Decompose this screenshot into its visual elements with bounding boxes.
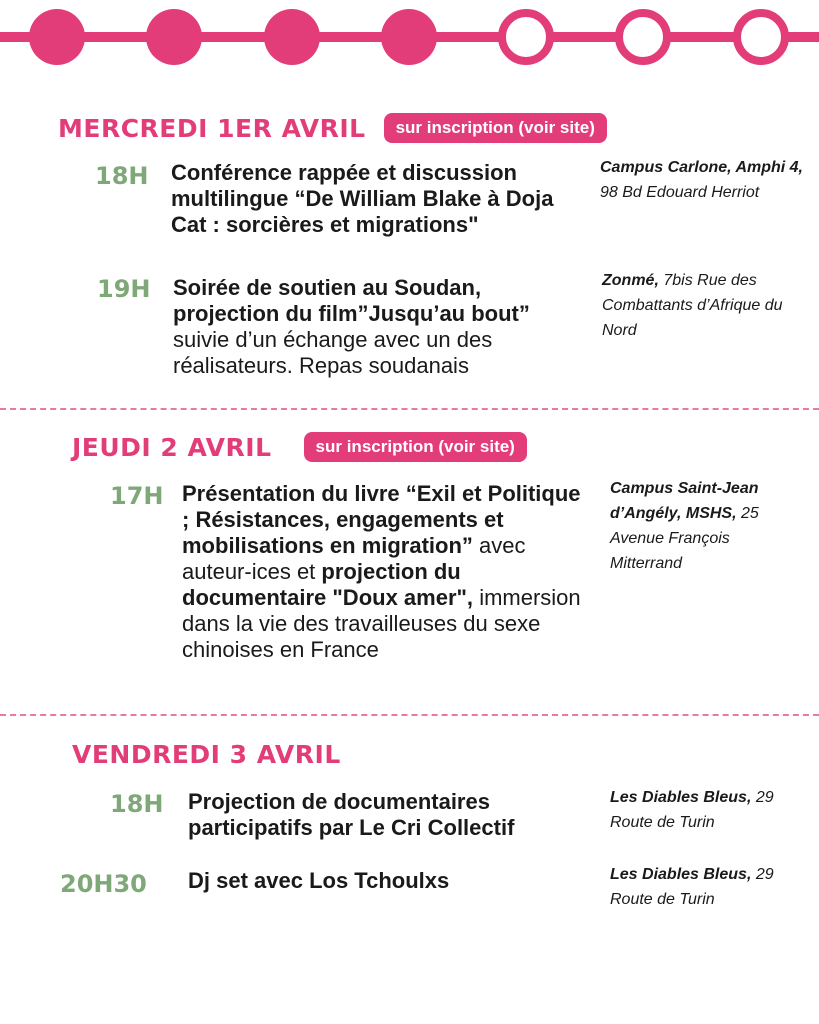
event-time: 17H <box>110 482 164 510</box>
event-title: Conférence rappée et discussion multilingue “De William Blake à Doja Cat : sorcières et migrations" <box>171 160 554 237</box>
timeline-dot-empty <box>733 9 789 65</box>
event-time: 19H <box>97 275 151 303</box>
event-subtitle: projection du documentaire "Doux amer", <box>182 559 474 610</box>
venue-address: 29 Route de Turin <box>610 789 774 831</box>
timeline-dot-filled <box>146 9 202 65</box>
day-title: MERCREDI 1ER AVRIL <box>58 113 366 143</box>
venue-name: Les Diables Bleus, <box>610 866 752 883</box>
day-title: JEUDI 2 AVRIL <box>72 432 272 462</box>
registration-badge: sur inscription (voir site) <box>384 113 607 143</box>
venue-name: Campus Carlone, Amphi 4, <box>600 159 803 176</box>
event-time: 20H30 <box>60 870 147 898</box>
venue-address: 98 Bd Edouard Herriot <box>600 184 760 201</box>
event-description <box>188 868 588 894</box>
event-description <box>173 275 583 379</box>
event-title: Projection de documentaires participatifs par Le Cri Collectif <box>188 789 515 840</box>
venue-name: Campus Saint-Jean d’Angély, MSHS, <box>610 480 759 522</box>
venue-address: 25 Avenue François Mitterrand <box>610 505 759 572</box>
event-details: avec auteur-ices et <box>182 533 526 584</box>
event-description <box>171 160 581 238</box>
day-header-vendredi <box>72 740 341 769</box>
timeline-dot-empty <box>498 9 554 65</box>
timeline-progress <box>0 0 819 78</box>
venue-address: 7bis Rue des Combattants d’Afrique du Nord <box>602 272 783 339</box>
timeline-dot-filled <box>264 9 320 65</box>
event-time: 18H <box>95 162 149 190</box>
event-location <box>610 785 810 835</box>
section-divider <box>0 408 819 410</box>
day-title: VENDREDI 3 AVRIL <box>72 740 341 769</box>
timeline-dot-filled <box>381 9 437 65</box>
venue-name: Zonmé, <box>602 272 659 289</box>
timeline-dot-empty <box>615 9 671 65</box>
timeline-dot-filled <box>29 9 85 65</box>
venue-name: Les Diables Bleus, <box>610 789 752 806</box>
event-location <box>610 862 810 912</box>
event-details: suivie d’un échange avec un des réalisateurs. Repas soudanais <box>173 327 493 378</box>
event-title: Présentation du livre “Exil et Politique ; Résistances, engagements et mobilisations en migration” <box>182 481 581 558</box>
event-description <box>188 789 588 841</box>
event-location <box>610 476 790 576</box>
event-location <box>602 268 807 343</box>
day-header-jeudi <box>72 432 527 462</box>
event-location <box>600 155 815 205</box>
section-divider <box>0 714 819 716</box>
venue-address: 29 Route de Turin <box>610 866 774 908</box>
event-title: Dj set avec Los Tchoulxs <box>188 868 450 893</box>
event-details: immersion dans la vie des travailleuses du sexe chinoises en France <box>182 585 581 662</box>
event-time: 18H <box>110 790 164 818</box>
day-header-mercredi <box>58 113 607 143</box>
event-description <box>182 481 587 663</box>
event-title: Soirée de soutien au Soudan, projection du film”Jusqu’au bout” <box>173 275 530 326</box>
registration-badge: sur inscription (voir site) <box>304 432 527 462</box>
